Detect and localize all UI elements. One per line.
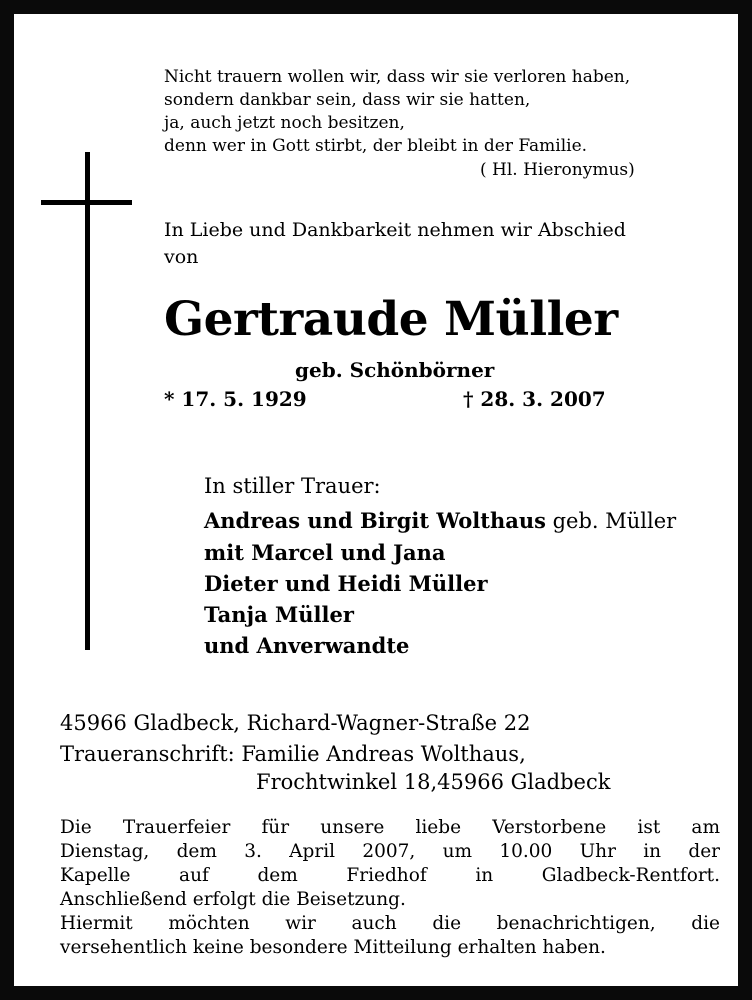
farewell-intro: [164, 217, 626, 271]
deceased-name: Gertraude Müller: [164, 292, 618, 347]
mourner-line: und Anverwandte: [204, 633, 410, 658]
quote-line: Nicht trauern wollen wir, dass wir sie verloren haben,: [164, 67, 631, 87]
maiden-name: geb. Schönbörner: [295, 358, 495, 382]
birth-date: * 17. 5. 1929: [164, 387, 307, 411]
address-block: [60, 708, 530, 770]
address-line: Frochtwinkel 18,45966 Gladbeck: [256, 770, 611, 794]
address-line: 45966 Gladbeck, Richard-Wagner-Straße 22: [60, 711, 531, 735]
intro-line: von: [164, 246, 199, 268]
quote-line: sondern dankbar sein, dass wir sie hatten,: [164, 90, 531, 110]
mourner-line: Tanja Müller: [204, 602, 354, 627]
funeral-notice: [60, 816, 720, 960]
notice-line: Anschließend erfolgt die Beisetzung.: [60, 889, 406, 910]
mourner-line: Dieter und Heidi Müller: [204, 571, 488, 596]
mourners-label: In stiller Trauer:: [204, 474, 381, 498]
notice-line: versehentlich keine besondere Mitteilung erhalten haben.: [60, 937, 606, 958]
notice-line: Hiermit möchten wir auch die benachrichtigen, die: [60, 913, 720, 934]
mourners-list: [204, 505, 676, 661]
notice-line: Die Trauerfeier für unsere liebe Verstorbene ist am: [60, 817, 720, 838]
mourner-maiden: geb. Müller: [545, 509, 677, 533]
quote-line: ja, auch jetzt noch besitzen,: [164, 113, 405, 133]
cross-icon: [85, 152, 90, 650]
quote-line: denn wer in Gott stirbt, der bleibt in der Familie.: [164, 136, 588, 156]
cross-icon-bar: [41, 200, 132, 205]
death-date: † 28. 3. 2007: [463, 387, 606, 411]
memorial-quote: [164, 66, 630, 158]
intro-line: In Liebe und Dankbarkeit nehmen wir Abschied: [164, 219, 626, 241]
quote-source: ( Hl. Hieronymus): [480, 160, 635, 180]
notice-line: Dienstag, dem 3. April 2007, um 10.00 Uhr in der: [60, 841, 720, 862]
address-line: Traueranschrift: Familie Andreas Wolthaus,: [60, 742, 526, 766]
notice-line: Kapelle auf dem Friedhof in Gladbeck-Rentfort.: [60, 865, 720, 886]
mourner-line: [204, 505, 676, 537]
mourner-names: Andreas und Birgit Wolthaus: [204, 508, 546, 533]
mourner-line: mit Marcel und Jana: [204, 540, 446, 565]
